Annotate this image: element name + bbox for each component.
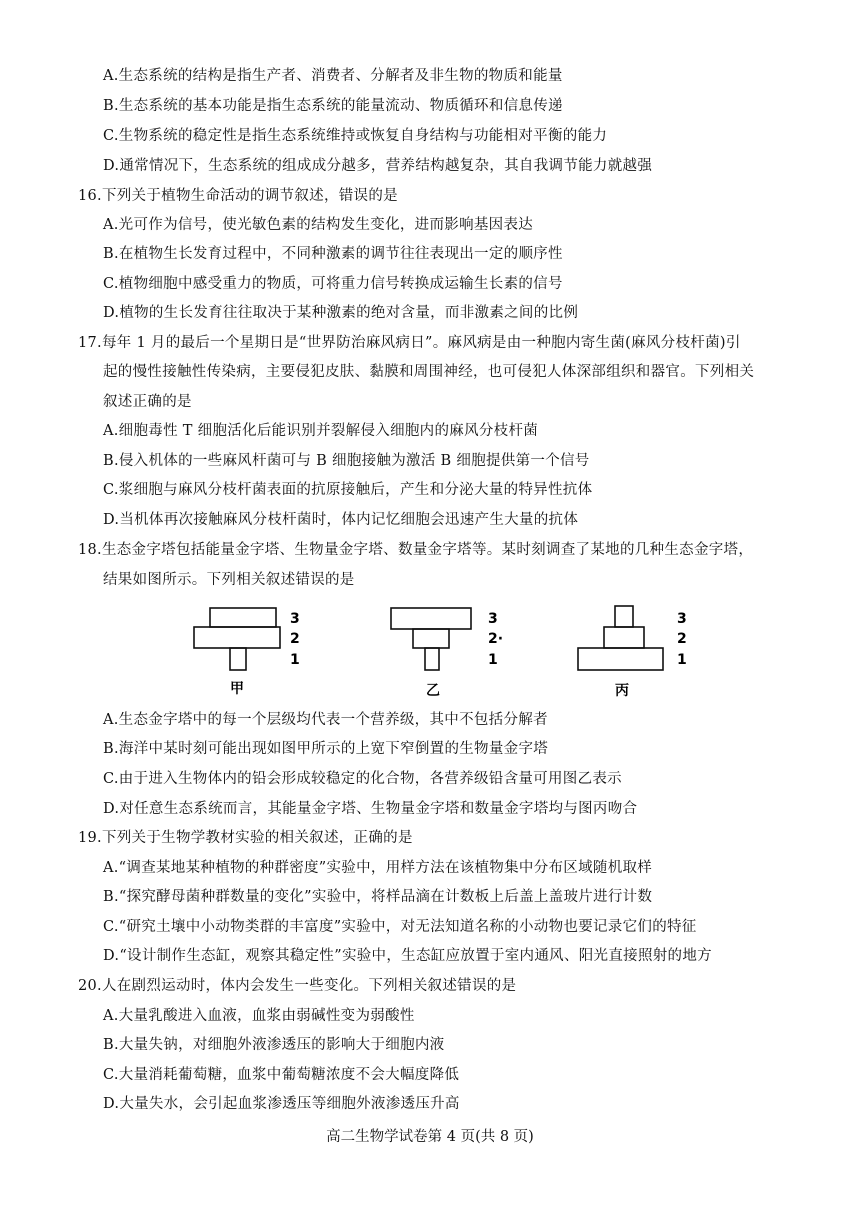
pyramids-svg bbox=[185, 596, 705, 708]
q19-option-c: C.“研究土壤中小动物类群的丰富度”实验中，对无法知道名称的小动物也要记录它们的特征 bbox=[103, 919, 697, 935]
pyramid-c-level-2 bbox=[604, 627, 644, 648]
q15-option-d: D.通常情况下，生态系统的组成成分越多，营养结构越复杂，其自我调节能力就越强 bbox=[103, 158, 653, 174]
q17-option-d: D.当机体再次接触麻风分枝杆菌时，体内记忆细胞会迅速产生大量的抗体 bbox=[103, 512, 579, 528]
q20-option-d: D.大量失水，会引起血浆渗透压等细胞外液渗透压升高 bbox=[103, 1096, 460, 1112]
q17-option-b: B.侵入机体的一些麻风杆菌可与 B 细胞接触为激活 B 细胞提供第一个信号 bbox=[103, 453, 590, 469]
pyramid-b-caption: 乙 bbox=[426, 683, 440, 699]
q15-option-a: A.生态系统的结构是指生产者、消费者、分解者及非生物的物质和能量 bbox=[103, 68, 563, 84]
pyramid-a-label-3: 3 bbox=[290, 611, 300, 627]
pyramid-c-caption: 丙 bbox=[615, 683, 629, 699]
q18-stem-line-2: 结果如图所示。下列相关叙述错误的是 bbox=[103, 572, 355, 588]
q17-stem-line-3: 叙述正确的是 bbox=[103, 394, 192, 410]
q15-option-b: B.生态系统的基本功能是指生态系统的能量流动、物质循环和信息传递 bbox=[103, 98, 563, 114]
q20-stem: 20.人在剧烈运动时，体内会发生一些变化。下列相关叙述错误的是 bbox=[78, 978, 517, 994]
q15-option-c: C.生物系统的稳定性是指生态系统维持或恢复自身结构与功能相对平衡的能力 bbox=[103, 128, 608, 144]
q20-option-a: A.大量乳酸进入血液，血浆由弱碱性变为弱酸性 bbox=[103, 1008, 415, 1024]
q17-stem-line-2: 起的慢性接触性传染病，主要侵犯皮肤、黏膜和周围神经，也可侵犯人体深部组织和器官。下列相关 bbox=[103, 364, 755, 380]
q16-option-b: B.在植物生长发育过程中，不同种激素的调节往往表现出一定的顺序性 bbox=[103, 246, 563, 262]
pyramid-c-label-2: 2 bbox=[677, 631, 687, 647]
pyramid-c-label-1: 1 bbox=[677, 652, 687, 668]
q18-option-b: B.海洋中某时刻可能出现如图甲所示的上宽下窄倒置的生物量金字塔 bbox=[103, 741, 549, 757]
pyramid-a-label-1: 1 bbox=[290, 652, 300, 668]
q18-option-d: D.对任意生态系统而言，其能量金字塔、生物量金字塔和数量金字塔均与图丙吻合 bbox=[103, 801, 638, 817]
pyramid-b-level-1 bbox=[425, 648, 439, 670]
q19-option-a: A.“调查某地某种植物的种群密度”实验中，用样方法在该植物集中分布区域随机取样 bbox=[103, 860, 653, 876]
pyramid-a-label-2: 2 bbox=[290, 631, 300, 647]
q19-stem: 19.下列关于生物学教材实验的相关叙述，正确的是 bbox=[78, 830, 413, 846]
q19-option-d: D.“设计制作生态缸，观察其稳定性”实验中，生态缸应放置于室内通风、阳光直接照射的地方 bbox=[103, 948, 712, 964]
pyramid-c-level-1 bbox=[578, 648, 663, 670]
pyramid-b-level-3 bbox=[391, 608, 471, 629]
pyramid-b-label-3: 3 bbox=[488, 611, 498, 627]
q16-stem: 16.下列关于植物生命活动的调节叙述，错误的是 bbox=[78, 188, 398, 204]
pyramid-b-label-2: 2· bbox=[488, 631, 504, 647]
pyramid-b-label-1: 1 bbox=[488, 652, 498, 668]
q20-option-c: C.大量消耗葡萄糖，血浆中葡萄糖浓度不会大幅度降低 bbox=[103, 1067, 460, 1083]
q17-stem-line-1: 17.每年 1 月的最后一个星期日是“世界防治麻风病日”。麻风病是由一种胞内寄生菌(麻风分枝杆菌)引 bbox=[78, 335, 741, 351]
pyramid-a-level-3 bbox=[210, 608, 276, 627]
pyramid-a-level-2 bbox=[194, 627, 280, 648]
pyramid-a-level-1 bbox=[230, 648, 246, 670]
pyramid-b-level-2 bbox=[413, 629, 449, 648]
q20-option-b: B.大量失钠，对细胞外液渗透压的影响大于细胞内液 bbox=[103, 1037, 445, 1053]
q16-option-a: A.光可作为信号，使光敏色素的结构发生变化，进而影响基因表达 bbox=[103, 217, 534, 233]
q16-option-c: C.植物细胞中感受重力的物质，可将重力信号转换成运输生长素的信号 bbox=[103, 276, 563, 292]
q18-option-c: C.由于进入生物体内的铅会形成较稳定的化合物，各营养级铅含量可用图乙表示 bbox=[103, 771, 622, 787]
q18-option-a: A.生态金字塔中的每一个层级均代表一个营养级，其中不包括分解者 bbox=[103, 712, 548, 728]
pyramid-a-caption: 甲 bbox=[230, 681, 244, 697]
q16-option-d: D.植物的生长发育往往取决于某种激素的绝对含量，而非激素之间的比例 bbox=[103, 305, 579, 321]
page-footer: 高二生物学试卷第 4 页(共 8 页) bbox=[326, 1129, 534, 1145]
q17-option-c: C.浆细胞与麻风分枝杆菌表面的抗原接触后，产生和分泌大量的特异性抗体 bbox=[103, 482, 593, 498]
ecological-pyramids-figure bbox=[185, 596, 705, 708]
q18-stem-line-1: 18.生态金字塔包括能量金字塔、生物量金字塔、数量金字塔等。某时刻调查了某地的几种生态金字塔， bbox=[78, 542, 754, 558]
pyramid-c-level-3 bbox=[615, 606, 633, 627]
pyramid-c-label-3: 3 bbox=[677, 611, 687, 627]
q19-option-b: B.“探究酵母菌种群数量的变化”实验中，将样品滴在计数板上后盖上盖玻片进行计数 bbox=[103, 889, 653, 905]
q17-option-a: A.细胞毒性 T 细胞活化后能识别并裂解侵入细胞内的麻风分枝杆菌 bbox=[103, 423, 539, 439]
